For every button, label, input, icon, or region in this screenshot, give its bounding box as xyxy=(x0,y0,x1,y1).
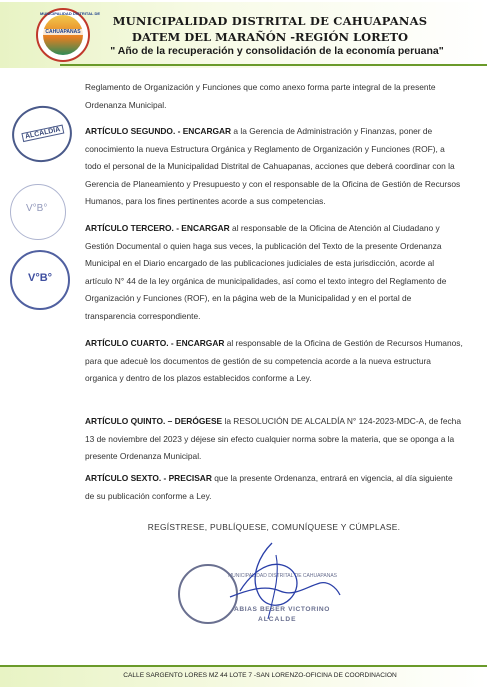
article-sixth xyxy=(85,470,463,505)
article-second xyxy=(85,123,463,211)
article-fourth-heading: ARTÍCULO CUARTO. - ENCARGAR xyxy=(85,338,225,348)
article-third-heading: ARTÍCULO TERCERO. - ENCARGAR xyxy=(85,223,230,233)
article-second-text: a la Gerencia de Administración y Finanzas, poner de conocimiento la nueva Estructura Orgánica y Reglamento de Organización y Funciones (ROF), a todo el personal de la Municipalidad Distrital de Cahuapanas, acciones que deberá coordinar con la Gerencia de Planeamiento y Presupuesto y con el responsable de la Oficina de Gestión de Recursos Humanos, para los fines pertinentes acorde a sus competencias. xyxy=(85,126,461,207)
vobo-stamp-2 xyxy=(10,250,70,310)
vobo-stamp-1-label: V°B° xyxy=(26,203,48,214)
article-sixth-text: que la presente Ordenanza, entrará en vigencia, al día siguiente de su publicación conforme a Ley. xyxy=(85,473,453,501)
footer-address: CALLE SARGENTO LORES MZ 44 LOTE 7 -SAN LORENZO-OFICINA DE COORDINACION xyxy=(123,672,397,679)
signer-title: ALCALDE xyxy=(258,616,297,623)
year-slogan: " Año de la recuperación y consolidación de la economía peruana" xyxy=(110,45,444,57)
article-fifth-text: la RESOLUCIÓN DE ALCALDÍA N° 124-2023-MDC-A, de fecha 13 de noviembre del 2023 y déjese sin efecto cualquier norma sobre la materia, que se oponga a la presente Ordenanza Municipal. xyxy=(85,416,461,462)
vobo-stamp-1 xyxy=(10,184,66,240)
article-third-text: al responsable de la Oficina de Atención al Ciudadano y Gestión Documental o quien haga sus veces, la publicación del Texto de la presente Ordenanza Municipal en el Diario encargado de las publicaciones judiciales de esta jurisdicción, acorde al artículo N° 44 de la ley orgánica de municipalidades, así como el texto integro del Reglamento de Organización y Funciones (ROF), en la página web de la Municipalidad y en el portal de transparencia correspondiente. xyxy=(85,223,447,321)
alcaldia-stamp xyxy=(7,100,77,167)
alcaldia-stamp-label: ALCALDÍA xyxy=(21,125,64,142)
logo-text-top: MUNICIPALIDAD DISTRITAL DE xyxy=(40,11,100,16)
letterhead-rule xyxy=(60,64,487,66)
municipality-logo xyxy=(36,8,100,62)
article-fifth-heading: ARTÍCULO QUINTO. – DERÓGESE xyxy=(85,416,223,426)
region-name: DATEM DEL MARAÑÓN -REGIÓN LORETO xyxy=(131,30,409,44)
article-fourth-text: al responsable de la Oficina de Gestión de Recursos Humanos, para que adecuè los documentos de gestión de su competencia acorde a la nueva estructura organica y dentro de los plazos establecidos conforme a Ley. xyxy=(85,338,463,384)
article-fourth xyxy=(85,335,463,388)
letterhead xyxy=(0,0,487,80)
vobo-stamp-2-label: V°B° xyxy=(28,272,53,284)
municipality-name: MUNICIPALIDAD DISTRITAL DE CAHUAPANAS xyxy=(112,14,428,28)
article-third xyxy=(85,220,463,326)
article-sixth-heading: ARTÍCULO SEXTO. - PRECISAR xyxy=(85,473,212,483)
logo-emblem xyxy=(43,15,83,55)
article-fifth xyxy=(85,413,463,466)
intro-paragraph: Reglamento de Organización y Funciones que como anexo forma parte integral de la presente Ordenanza Municipal. xyxy=(85,82,436,110)
article-second-heading: ARTÍCULO SEGUNDO. - ENCARGAR xyxy=(85,126,232,136)
closing-formula: REGÍSTRESE, PUBLÍQUESE, COMUNÍQUESE Y CÚMPLASE. xyxy=(147,522,401,532)
signature-stamp-top: MUNICIPALIDAD DISTRITAL DE CAHUAPANAS xyxy=(228,573,337,579)
signer-name: ABIAS BESER VICTORINO xyxy=(234,606,331,613)
logo-text-mid: CAHUAPANAS xyxy=(40,29,86,35)
